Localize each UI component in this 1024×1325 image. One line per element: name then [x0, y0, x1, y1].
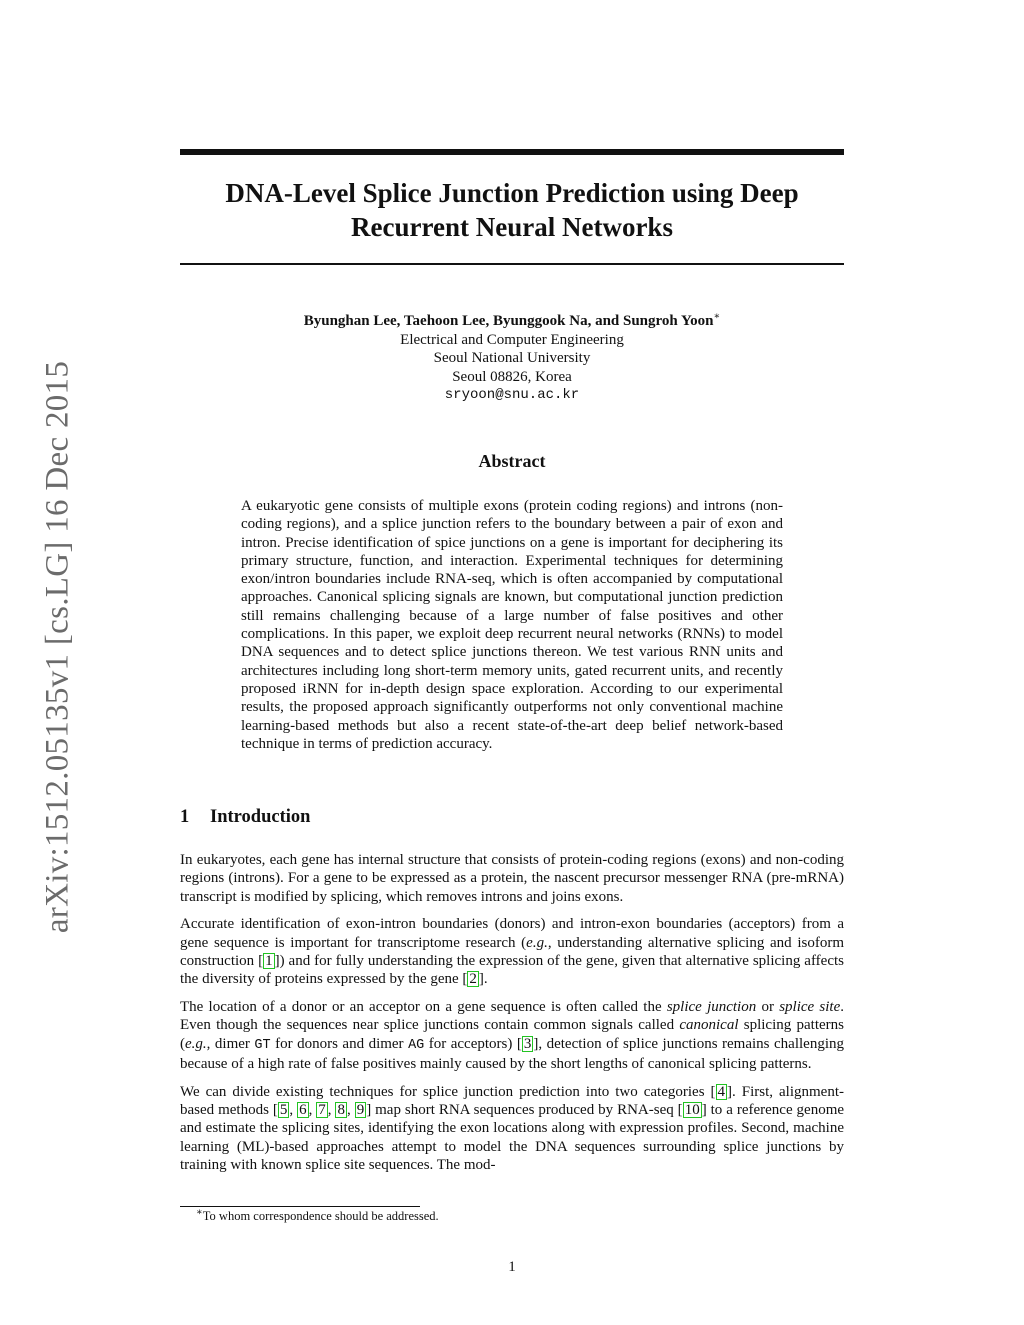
intro-paragraph-2: Accurate identification of exon-intron boundaries (donors) and intron-exon boundaries (acceptors) from a gene sequence is important for transcriptome research (e.g., understanding alternative splicing and isoform construction [ 1 ]) and for fully understanding the expression of the gene, given that alternative splicing affects the diversity of proteins expressed by the gene [ 2 ].	[180, 916, 844, 988]
title-line-2: Recurrent Neural Networks	[351, 212, 673, 242]
citation-link-9[interactable]: 9	[356, 1102, 365, 1119]
paper-title	[180, 176, 844, 244]
intro-paragraph-1: In eukaryotes, each gene has internal structure that consists of protein-coding regions (exons) and non-coding regions (introns). For a gene to be expressed as a protein, the nascent precursor messenger RNA (pre-mRNA) transcript is modified by splicing, which removes introns and joins exons.	[180, 852, 844, 905]
abstract-heading: Abstract	[478, 451, 546, 471]
author-email: sryoon@snu.ac.kr	[444, 387, 580, 403]
author-names: Byunghan Lee, Taehoon Lee, Byunggook Na, and Sungroh Yoon	[303, 313, 714, 329]
affiliation-department: Electrical and Computer Engineering	[400, 331, 624, 348]
section-title: Introduction	[210, 807, 311, 827]
citation-link-7[interactable]: 7	[318, 1102, 326, 1119]
abstract-text: A eukaryotic gene consists of multiple exons (protein coding regions) and introns (non-coding regions), and a splice junction refers to the boundary between a pair of exon and intron. Precise identification of spice junctions on a gene is important for deciphering its primary structure, function, and interaction. Experimental techniques for determining exon/intron boundaries include RNA-seq, which is often accompanied by computational approaches. Canonical splicing signals are known, but computational junction prediction still remains challenging because of a large number of false positives and other complications. In this paper, we exploit deep recurrent neural networks (RNNs) to model DNA sequences and to detect splice junctions thereon. We test various RNN units and architectures including long short-term memory units, gated recurrent units, and recently proposed iRNN for in-depth design space exploration. According to our experimental results, the proposed approach significantly outperforms not only conventional machine learning-based methods but also a recent state-of-the-art deep belief network-based technique in terms of prediction accuracy.	[241, 498, 783, 752]
section-heading	[180, 807, 310, 828]
citation-link-1[interactable]: 1	[265, 952, 273, 969]
citation-link-4[interactable]: 4	[717, 1083, 726, 1100]
title-line-1: DNA-Level Splice Junction Prediction using Deep	[225, 178, 799, 208]
footnote-text: To whom correspondence should be addressed.	[202, 1209, 439, 1223]
affiliation-address: Seoul 08826, Korea	[452, 368, 572, 385]
corresponding-author-mark: ∗	[713, 311, 721, 322]
footnote-mark: ∗	[196, 1206, 203, 1218]
title-top-rule	[180, 149, 844, 155]
citation-link-2[interactable]: 2	[469, 971, 477, 988]
affiliation-university: Seoul National University	[433, 350, 591, 366]
footnote-rule	[180, 1206, 420, 1207]
citation-link-6[interactable]: 6	[299, 1102, 307, 1119]
introduction-body	[180, 851, 844, 1184]
intro-paragraph-3: The location of a donor or an acceptor on a gene sequence is often called the splice junction or splice site. Even though the sequences near splice junctions contain common signals called canonical splicing patterns (e.g., dimer GT for donors and dimer AG for acceptors) [ 3 ], detection of splice junctions remains challenging because of a high rate of false positives mainly caused by the short lengths of canonical splicing patterns.	[180, 999, 845, 1072]
citation-link-10[interactable]: 10	[684, 1102, 700, 1119]
citation-link-3[interactable]: 3	[523, 1035, 532, 1052]
author-block	[180, 312, 844, 405]
author-names-line	[180, 312, 844, 331]
citation-link-5[interactable]: 5	[279, 1102, 288, 1119]
title-bottom-rule	[180, 263, 844, 265]
section-number: 1	[180, 807, 190, 827]
citation-link-8[interactable]: 8	[337, 1102, 345, 1119]
arxiv-identifier-stamp: arXiv:1512.05135v1 [cs.LG] 16 Dec 2015	[39, 360, 76, 934]
footnote	[196, 1206, 439, 1224]
page-number: 1	[508, 1259, 516, 1275]
intro-paragraph-4: We can divide existing techniques for splice junction prediction into two categories [ 4 ]. First, alignment-based methods [ 5 , 6 , 7 , 8 , 9 ] map short RNA sequences produced by RNA-seq [ 10 ] to a reference genome and estimate the splicing sites, identifying the exon locations along with expression profiles. Second, machine learning (ML)-based approaches attempt to model the DNA sequences surrounding splice junctions by training with known splice site sequences. The mod-	[180, 1083, 845, 1173]
